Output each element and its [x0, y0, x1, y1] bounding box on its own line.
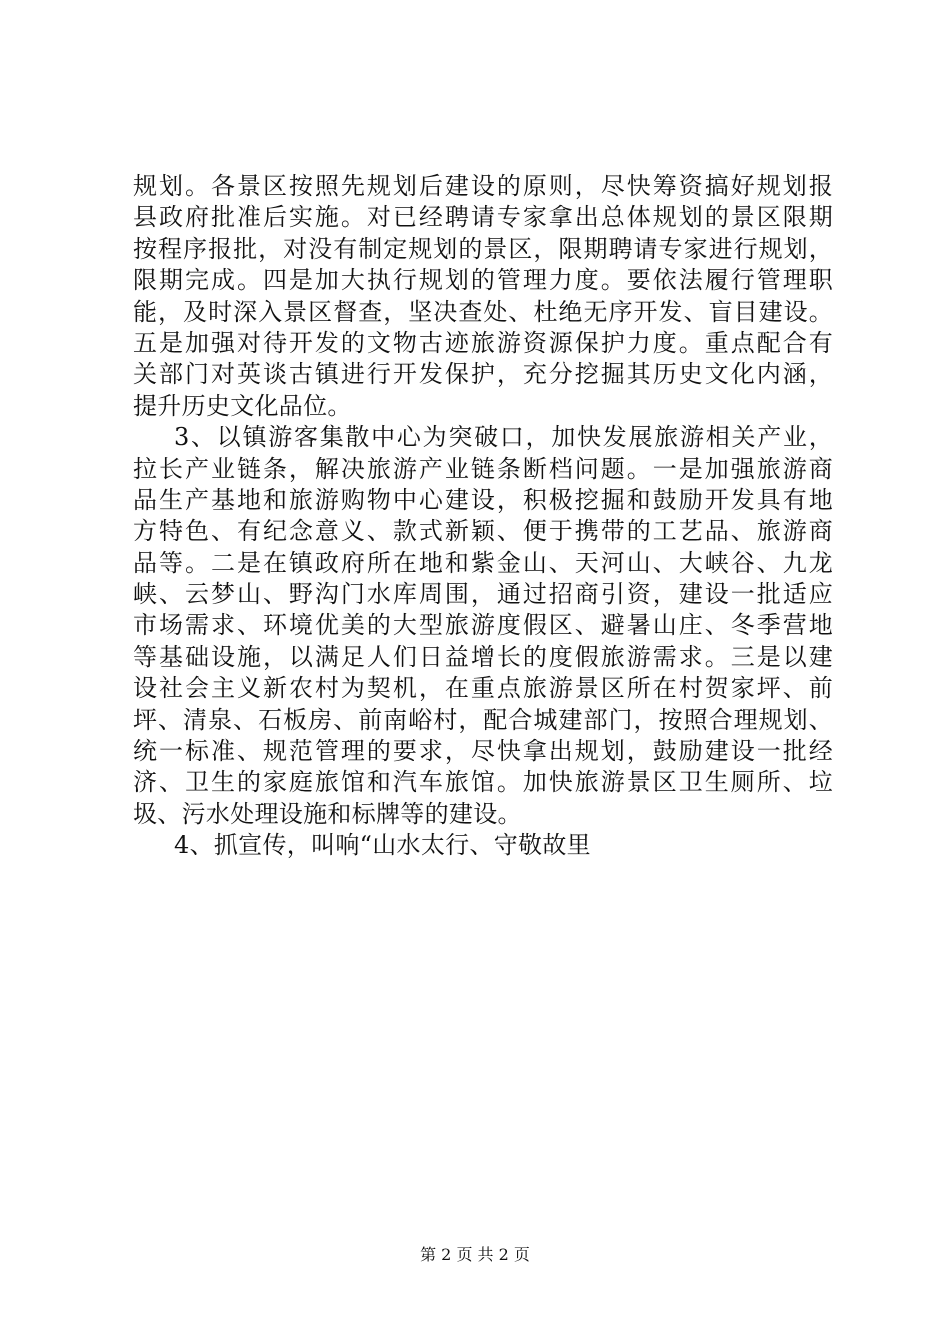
text-line: 关部门对英谈古镇进行开发保护，充分挖掘其历史文化内涵， — [133, 360, 833, 389]
text-line: 限期完成。四是加大执行规划的管理力度。要依法履行管理职 — [133, 266, 833, 295]
text-line: 能，及时深入景区督查，坚决查处、杜绝无序开发、盲目建设。 — [133, 297, 833, 326]
text-line: 济、卫生的家庭旅馆和汽车旅馆。加快旅游景区卫生厕所、垃 — [133, 768, 833, 797]
text-line: 统一标准、规范管理的要求，尽快拿出规划，鼓励建设一批经 — [133, 737, 833, 766]
text-line: 规划。各景区按照先规划后建设的原则，尽快筹资搞好规划报 — [133, 172, 833, 200]
text-line: 拉长产业链条，解决旅游产业链条断档问题。一是加强旅游商 — [133, 454, 833, 483]
text-line: 提升历史文化品位。 — [133, 391, 352, 420]
text-line: 县政府批准后实施。对已经聘请专家拿出总体规划的景区限期 — [133, 203, 833, 232]
text-line: 五是加强对待开发的文物古迹旅游资源保护力度。重点配合有 — [133, 328, 833, 357]
text-line: 市场需求、环境优美的大型旅游度假区、避暑山庄、冬季营地 — [133, 611, 833, 640]
text-line: 3、以镇游客集散中心为突破口，加快发展旅游相关产业， — [174, 423, 833, 452]
text-line: 圾、污水处理设施和标牌等的建设。 — [133, 799, 522, 828]
page-footer: 第 2 页 共 2 页 — [420, 1245, 530, 1264]
text-line: 4、抓宣传，叫响“山水太行、守敬故里 — [174, 831, 591, 860]
body-text — [133, 171, 833, 862]
text-line: 品等。二是在镇政府所在地和紫金山、天河山、大峡谷、九龙 — [133, 548, 833, 577]
text-line: 等基础设施，以满足人们日益增长的度假旅游需求。三是以建 — [133, 642, 833, 671]
text-line: 按程序报批，对没有制定规划的景区，限期聘请专家进行规划， — [133, 234, 833, 263]
text-line: 坪、清泉、石板房、前南峪村，配合城建部门，按照合理规划、 — [133, 705, 833, 734]
text-line: 品生产基地和旅游购物中心建设，积极挖掘和鼓励开发具有地 — [133, 485, 833, 514]
text-line: 峡、云梦山、野沟门水库周围，通过招商引资，建设一批适应 — [133, 580, 833, 609]
text-line: 设社会主义新农村为契机，在重点旅游景区所在村贺家坪、前 — [133, 674, 833, 703]
text-line: 方特色、有纪念意义、款式新颖、便于携带的工艺品、旅游商 — [133, 517, 833, 546]
